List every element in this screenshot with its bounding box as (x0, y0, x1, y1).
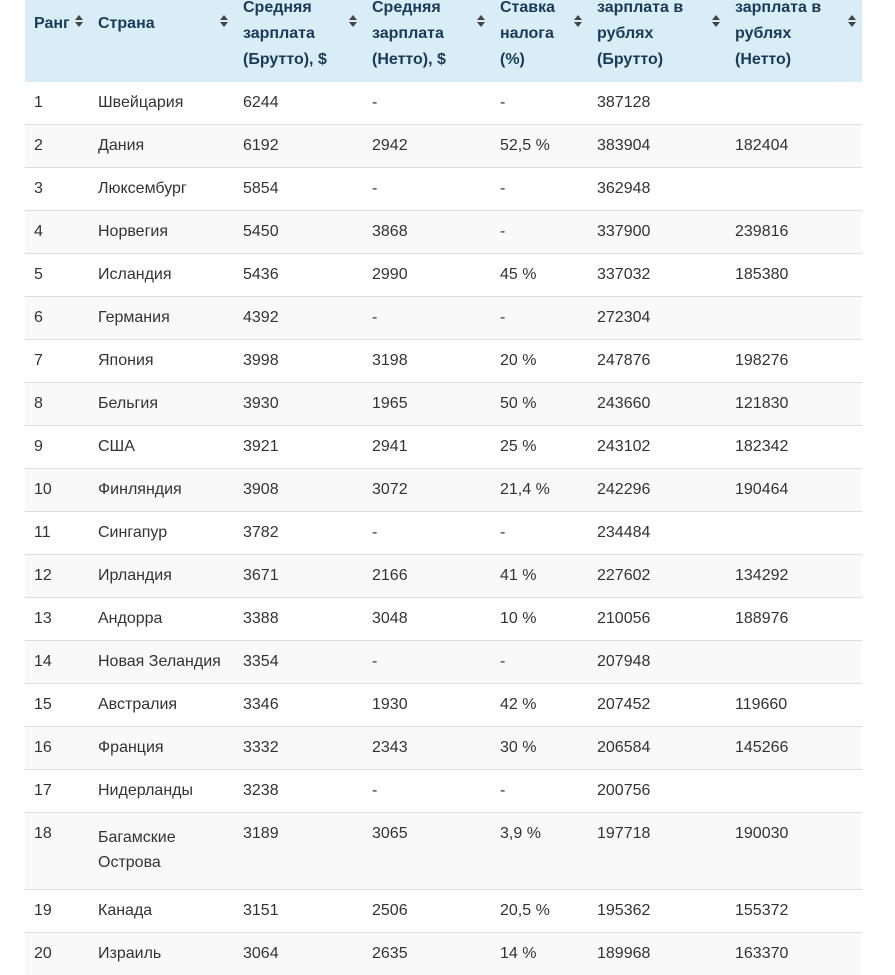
table-row (25, 211, 862, 254)
column-header-label: зарплата в рублях (Брутто) (597, 0, 705, 73)
rank-cell: 12 (25, 555, 89, 598)
gross-rub-cell: 387128 (588, 82, 726, 125)
gross-usd-cell: 3332 (234, 727, 363, 770)
gross-rub-cell: 200756 (588, 770, 726, 813)
tax-rate-cell: 41 % (491, 555, 588, 598)
country-cell: Дания (89, 125, 234, 168)
gross-rub-cell: 210056 (588, 598, 726, 641)
table-row (25, 684, 862, 727)
sort-icon[interactable] (349, 15, 357, 29)
gross-usd-cell: 3921 (234, 426, 363, 469)
table-row (25, 82, 862, 125)
tax-rate-cell: 21,4 % (491, 469, 588, 512)
column-header-tax-rate[interactable] (491, 0, 588, 82)
net-rub-cell: 198276 (726, 340, 862, 383)
rank-cell: 4 (25, 211, 89, 254)
tax-rate-cell: 52,5 % (491, 125, 588, 168)
gross-usd-cell: 3346 (234, 684, 363, 727)
country-cell: Франция (89, 727, 234, 770)
column-header-rank[interactable] (25, 0, 89, 82)
table-row (25, 933, 862, 975)
net-rub-cell: 134292 (726, 555, 862, 598)
net-rub-cell (726, 168, 862, 211)
tax-rate-cell: 45 % (491, 254, 588, 297)
net-usd-cell: 3868 (363, 211, 491, 254)
gross-rub-cell: 207452 (588, 684, 726, 727)
table-row (25, 641, 862, 684)
sort-icon[interactable] (712, 15, 720, 29)
gross-rub-cell: 337900 (588, 211, 726, 254)
net-rub-cell: 155372 (726, 890, 862, 933)
tax-rate-cell: - (491, 168, 588, 211)
table-row (25, 297, 862, 340)
gross-usd-cell: 6192 (234, 125, 363, 168)
tax-rate-cell: 10 % (491, 598, 588, 641)
net-rub-cell: 119660 (726, 684, 862, 727)
table-header-row (25, 0, 862, 82)
gross-rub-cell: 272304 (588, 297, 726, 340)
tax-rate-cell: 25 % (491, 426, 588, 469)
gross-rub-cell: 242296 (588, 469, 726, 512)
country-cell: Израиль (89, 933, 234, 975)
net-usd-cell: - (363, 168, 491, 211)
rank-cell: 7 (25, 340, 89, 383)
country-cell: Швейцария (89, 82, 234, 125)
net-usd-cell: 3198 (363, 340, 491, 383)
net-rub-cell: 145266 (726, 727, 862, 770)
table-row (25, 469, 862, 512)
net-usd-cell: - (363, 641, 491, 684)
net-usd-cell: - (363, 297, 491, 340)
tax-rate-cell: - (491, 297, 588, 340)
gross-usd-cell: 3189 (234, 813, 363, 890)
rank-cell: 6 (25, 297, 89, 340)
salary-table-container (25, 0, 862, 975)
gross-usd-cell: 3671 (234, 555, 363, 598)
tax-rate-cell: 20,5 % (491, 890, 588, 933)
net-usd-cell: 2506 (363, 890, 491, 933)
net-rub-cell: 121830 (726, 383, 862, 426)
net-rub-cell: 190030 (726, 813, 862, 890)
net-rub-cell: 188976 (726, 598, 862, 641)
tax-rate-cell: - (491, 512, 588, 555)
table-row (25, 598, 862, 641)
gross-rub-cell: 197718 (588, 813, 726, 890)
gross-usd-cell: 3930 (234, 383, 363, 426)
table-row (25, 340, 862, 383)
net-usd-cell: 3072 (363, 469, 491, 512)
gross-usd-cell: 5854 (234, 168, 363, 211)
rank-cell: 10 (25, 469, 89, 512)
country-cell: Канада (89, 890, 234, 933)
net-usd-cell: - (363, 82, 491, 125)
column-header-label: зарплата в рублях (Нетто) (735, 0, 841, 73)
rank-cell: 9 (25, 426, 89, 469)
gross-usd-cell: 3782 (234, 512, 363, 555)
rank-cell: 13 (25, 598, 89, 641)
tax-rate-cell: - (491, 82, 588, 125)
net-rub-cell (726, 770, 862, 813)
column-header-gross-usd[interactable] (234, 0, 363, 82)
table-row (25, 770, 862, 813)
rank-cell: 20 (25, 933, 89, 975)
net-rub-cell: 185380 (726, 254, 862, 297)
rank-cell: 5 (25, 254, 89, 297)
net-usd-cell: 2166 (363, 555, 491, 598)
tax-rate-cell: - (491, 770, 588, 813)
tax-rate-cell: - (491, 641, 588, 684)
country-cell: Нидерланды (89, 770, 234, 813)
gross-rub-cell: 207948 (588, 641, 726, 684)
rank-cell: 19 (25, 890, 89, 933)
gross-usd-cell: 3998 (234, 340, 363, 383)
net-rub-cell (726, 512, 862, 555)
country-cell: Япония (89, 340, 234, 383)
country-cell: Сингапур (89, 512, 234, 555)
rank-cell: 18 (25, 813, 89, 890)
rank-cell: 1 (25, 82, 89, 125)
net-rub-cell (726, 82, 862, 125)
country-cell: Австралия (89, 684, 234, 727)
column-header-label: Ставка налога (%) (500, 0, 567, 73)
sort-icon[interactable] (220, 15, 228, 29)
net-rub-cell: 182342 (726, 426, 862, 469)
gross-usd-cell: 3388 (234, 598, 363, 641)
net-usd-cell: 1965 (363, 383, 491, 426)
rank-cell: 15 (25, 684, 89, 727)
gross-rub-cell: 195362 (588, 890, 726, 933)
rank-cell: 11 (25, 512, 89, 555)
net-usd-cell: 1930 (363, 684, 491, 727)
sort-icon[interactable] (477, 15, 485, 29)
net-rub-cell: 182404 (726, 125, 862, 168)
net-usd-cell: 2343 (363, 727, 491, 770)
net-usd-cell: - (363, 512, 491, 555)
rank-cell: 16 (25, 727, 89, 770)
country-cell: США (89, 426, 234, 469)
gross-usd-cell: 3238 (234, 770, 363, 813)
tax-rate-cell: 30 % (491, 727, 588, 770)
gross-usd-cell: 5450 (234, 211, 363, 254)
country-cell: Андорра (89, 598, 234, 641)
gross-rub-cell: 243660 (588, 383, 726, 426)
country-cell: Финляндия (89, 469, 234, 512)
table-row (25, 254, 862, 297)
table-row (25, 890, 862, 933)
country-cell: Исландия (89, 254, 234, 297)
table-row (25, 168, 862, 211)
sort-icon[interactable] (848, 15, 856, 29)
tax-rate-cell: 42 % (491, 684, 588, 727)
country-cell: Норвегия (89, 211, 234, 254)
table-row (25, 383, 862, 426)
tax-rate-cell: 50 % (491, 383, 588, 426)
table-row (25, 813, 862, 890)
tax-rate-cell: - (491, 211, 588, 254)
table-body (25, 82, 862, 975)
gross-usd-cell: 6244 (234, 82, 363, 125)
column-header-gross-rub[interactable] (588, 0, 726, 82)
table-row (25, 512, 862, 555)
rank-cell: 14 (25, 641, 89, 684)
gross-rub-cell: 362948 (588, 168, 726, 211)
table-row (25, 555, 862, 598)
column-header-label: Страна (98, 11, 213, 37)
net-usd-cell: 2990 (363, 254, 491, 297)
gross-usd-cell: 5436 (234, 254, 363, 297)
net-usd-cell: 2941 (363, 426, 491, 469)
gross-rub-cell: 206584 (588, 727, 726, 770)
gross-rub-cell: 337032 (588, 254, 726, 297)
rank-cell: 17 (25, 770, 89, 813)
gross-rub-cell: 189968 (588, 933, 726, 975)
column-header-net-rub[interactable] (726, 0, 862, 82)
gross-rub-cell: 243102 (588, 426, 726, 469)
net-usd-cell: - (363, 770, 491, 813)
column-header-net-usd[interactable] (363, 0, 491, 82)
gross-usd-cell: 3908 (234, 469, 363, 512)
salary-table (25, 0, 862, 975)
net-rub-cell (726, 641, 862, 684)
country-cell: Бельгия (89, 383, 234, 426)
tax-rate-cell: 3,9 % (491, 813, 588, 890)
column-header-label: Средняя зарплата (Нетто), $ (372, 0, 470, 73)
column-header-label: Ранг (34, 11, 68, 37)
rank-cell: 2 (25, 125, 89, 168)
table-row (25, 426, 862, 469)
gross-usd-cell: 3151 (234, 890, 363, 933)
country-cell: Багамские Острова (89, 813, 234, 890)
net-usd-cell: 3048 (363, 598, 491, 641)
gross-rub-cell: 234484 (588, 512, 726, 555)
gross-usd-cell: 4392 (234, 297, 363, 340)
column-header-country[interactable] (89, 0, 234, 82)
country-cell: Ирландия (89, 555, 234, 598)
gross-usd-cell: 3354 (234, 641, 363, 684)
net-usd-cell: 2635 (363, 933, 491, 975)
net-rub-cell: 190464 (726, 469, 862, 512)
gross-rub-cell: 247876 (588, 340, 726, 383)
net-rub-cell: 163370 (726, 933, 862, 975)
tax-rate-cell: 20 % (491, 340, 588, 383)
tax-rate-cell: 14 % (491, 933, 588, 975)
country-cell: Люксембург (89, 168, 234, 211)
sort-icon[interactable] (75, 15, 83, 29)
net-usd-cell: 3065 (363, 813, 491, 890)
net-rub-cell: 239816 (726, 211, 862, 254)
gross-rub-cell: 383904 (588, 125, 726, 168)
column-header-label: Средняя зарплата (Брутто), $ (243, 0, 342, 73)
net-rub-cell (726, 297, 862, 340)
net-usd-cell: 2942 (363, 125, 491, 168)
gross-rub-cell: 227602 (588, 555, 726, 598)
table-row (25, 125, 862, 168)
country-cell: Новая Зеландия (89, 641, 234, 684)
table-row (25, 727, 862, 770)
rank-cell: 3 (25, 168, 89, 211)
gross-usd-cell: 3064 (234, 933, 363, 975)
rank-cell: 8 (25, 383, 89, 426)
country-cell: Германия (89, 297, 234, 340)
sort-icon[interactable] (574, 15, 582, 29)
